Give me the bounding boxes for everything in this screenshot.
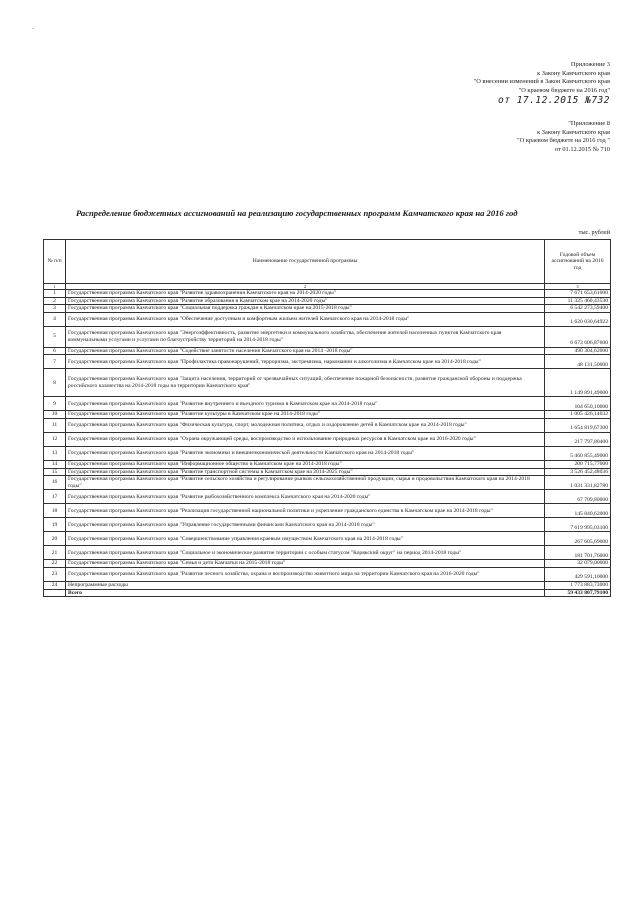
row-number: 15 xyxy=(44,468,66,476)
table-row xyxy=(44,518,611,532)
appendix-8-line: "Приложение 8 xyxy=(568,120,610,127)
allocation-value: 1 005 426,14032 xyxy=(545,411,611,419)
program-name: Государственная программа Камчатского края "Физическая культура, спорт, молодежная политика, отдых и оздоровление детей в Камчатском крае на 2014-2018 годы" xyxy=(66,418,545,432)
program-name: Государственная программа Камчатского края "Развитие культуры в Камчатском крае на 2014-2018 годы" xyxy=(66,411,545,419)
table-row xyxy=(44,532,611,546)
allocation-value: 145 840,62000 xyxy=(545,504,611,518)
row-number: 24 xyxy=(44,581,66,589)
row-number: 22 xyxy=(44,560,66,568)
allocation-value: 1 654 819,67300 xyxy=(545,418,611,432)
appendix-3-line: к Закону Камчатского края xyxy=(537,69,610,77)
table-row xyxy=(44,468,611,476)
table-row xyxy=(44,490,611,504)
appendix-8-header xyxy=(517,120,610,154)
table-row xyxy=(44,397,611,411)
program-name: Государственная программа Камчатского края "Профилактика правонарушений, терроризма, экстремизма, наркомании и алкоголизма в Камчатском крае на 2014-2018 годы" xyxy=(66,355,545,369)
table-row xyxy=(44,560,611,568)
program-name: Государственная программа Камчатского края "Развитие внутреннего и въездного туризма в Камчатском крае на 2014-2018 годы" xyxy=(66,397,545,411)
row-number: 16 xyxy=(44,476,66,490)
program-name: Государственная программа Камчатского края "Развитие образования в Камчатском крае на 2014-2020 годы" xyxy=(66,297,545,305)
row-number: 17 xyxy=(44,490,66,504)
program-name: Непрограммные расходы xyxy=(66,581,545,589)
allocation-value: 1 773 883,73000 xyxy=(545,581,611,589)
header-num: № п/п xyxy=(44,240,66,284)
table-row xyxy=(44,347,611,355)
allocation-value: 429 591,10000 xyxy=(545,567,611,581)
table-row xyxy=(44,581,611,589)
program-name: Государственная программа Камчатского края "Развитие экономики и внешнеэкономической деятельности Камчатского края на 2014-2018 годы" xyxy=(66,446,545,460)
table-row xyxy=(44,504,611,518)
table-row xyxy=(44,355,611,369)
appendix-8-line: от 01.12.2015 № 710 xyxy=(554,145,610,153)
row-number: 23 xyxy=(44,567,66,581)
program-name: Государственная программа Камчатского края "Информационное общество в Камчатском крае на 2014-2018 годы" xyxy=(66,460,545,468)
allocation-value: 217 797,80400 xyxy=(545,432,611,446)
allocation-value: 490 304,62000 xyxy=(545,347,611,355)
table-header-row xyxy=(44,240,611,284)
allocation-value: 5 460 855,49000 xyxy=(545,446,611,460)
row-number: 20 xyxy=(44,532,66,546)
allocation-value: 11 325 460,43530 xyxy=(545,297,611,305)
row-number: 5 xyxy=(44,326,66,347)
allocation-value: 7 671 653,61000 xyxy=(545,290,611,298)
appendix-8-line: к Закону Камчатского края xyxy=(537,128,610,136)
total-label: Всего xyxy=(66,589,545,597)
row-number: 13 xyxy=(44,446,66,460)
document-title: Распределение бюджетных ассигнований на реализацию государственных программ Камчатского края на 2016 год xyxy=(76,208,518,218)
program-name: Государственная программа Камчатского края "Совершенствование управления краевым имуществом Камчатского края на 2014-2018 годы" xyxy=(66,532,545,546)
appendix-3-line: "О краевом бюджете на 2016 год" xyxy=(518,86,610,94)
allocation-value: 6 673 606,87600 xyxy=(545,326,611,347)
header-value: Годовой объем ассигнований на 2016 год xyxy=(545,240,611,284)
allocation-value: 181 701,76000 xyxy=(545,546,611,560)
program-name: Государственная программа Камчатского края "Социальное и экономическое развитие территории с особым статусом "Корякский округ" на период 2014-2018 годы" xyxy=(66,546,545,560)
program-name: Государственная программа Камчатского края "Развитие рыбохозяйственного комплекса Камчатского края на 2014-2020 годы" xyxy=(66,490,545,504)
appendix-3-line: Приложение 3 xyxy=(570,61,610,68)
allocation-value: 1 149 891,49000 xyxy=(545,369,611,397)
allocation-value: 6 542 273,59400 xyxy=(545,305,611,313)
table-row xyxy=(44,446,611,460)
allocation-value: 3 526 452,48036 xyxy=(545,468,611,476)
allocation-value: 48 131,50000 xyxy=(545,355,611,369)
row-number: 3 xyxy=(44,305,66,313)
table-row xyxy=(44,476,611,490)
program-name: Государственная программа Камчатского края "Социальная поддержка граждан в Камчатском крае на 2015-2018 годы" xyxy=(66,305,545,313)
allocation-value: 104 650,10000 xyxy=(545,397,611,411)
corner-mark: - xyxy=(32,26,34,32)
row-number: 11 xyxy=(44,418,66,432)
table-row xyxy=(44,326,611,347)
row-number: 21 xyxy=(44,546,66,560)
program-name: Государственная программа Камчатского края "Управление государственными финансами Камчатского края на 2014-2018 годы" xyxy=(66,518,545,532)
allocation-value: 200 715,77000 xyxy=(545,460,611,468)
row-number: 6 xyxy=(44,347,66,355)
table-row xyxy=(44,290,611,298)
row-number: 18 xyxy=(44,504,66,518)
program-name: Государственная программа Камчатского края "Защита населения, территорий от чрезвычайных ситуаций, обеспечение пожарной безопасности, развитие гражданской обороны и поддержка российского казачества на 2014-2018 годы на территории Камчатского края" xyxy=(66,369,545,397)
row-number: 8 xyxy=(44,369,66,397)
header-name: Наименование государственной программы xyxy=(66,240,545,284)
table-row xyxy=(44,567,611,581)
row-number: 2 xyxy=(44,297,66,305)
row-number: 12 xyxy=(44,432,66,446)
allocation-value: 267 605,69000 xyxy=(545,532,611,546)
program-name: Государственная программа Камчатского края "Семья и дети Камчатки на 2015-2018 годы" xyxy=(66,560,545,568)
table-row xyxy=(44,411,611,419)
table-row xyxy=(44,305,611,313)
column-number: 2 xyxy=(66,284,545,290)
units-label: тыс. рублей xyxy=(578,229,610,236)
handwritten-date-number: от 17.12.2015 №732 xyxy=(498,95,610,107)
column-number: 1 xyxy=(44,284,66,290)
allocation-value: 1 031 331,82780 xyxy=(545,476,611,490)
appendix-3-line: "О внесении изменений в Закон Камчатского края xyxy=(473,78,610,86)
table-row xyxy=(44,460,611,468)
allocation-value: 32 079,00000 xyxy=(545,560,611,568)
table-row xyxy=(44,369,611,397)
table-row xyxy=(44,297,611,305)
allocation-value: 7 619 995,03100 xyxy=(545,518,611,532)
row-number: 1 xyxy=(44,290,66,298)
row-number: 9 xyxy=(44,397,66,411)
total-value: 59 433 807,79100 xyxy=(545,589,611,597)
appendix-8-line: "О краевом бюджете на 2016 год " xyxy=(517,137,610,145)
row-number: 19 xyxy=(44,518,66,532)
program-name: Государственная программа Камчатского края "Реализация государственной национальной политики и укрепление гражданского единства в Камчатском крае на 2014-2018 годы" xyxy=(66,504,545,518)
total-row xyxy=(44,589,611,597)
table-row xyxy=(44,418,611,432)
program-name: Государственная программа Камчатского края "Охрана окружающей среды, воспроизводство и использование природных ресурсов в Камчатском крае на 2016-2020 годы" xyxy=(66,432,545,446)
budget-table xyxy=(43,239,611,597)
program-name: Государственная программа Камчатского края "Развитие транспортной системы в Камчатском крае на 2014-2025 годы" xyxy=(66,468,545,476)
table-row xyxy=(44,546,611,560)
program-name: Государственная программа Камчатского края "Развитие сельского хозяйства и регулирование рынков сельскохозяйственной продукции, сырья и продовольствия Камчатского края на 2014-2018 годы" xyxy=(66,476,545,490)
appendix-3-header xyxy=(474,61,610,106)
program-name: Государственная программа Камчатского края "Энергоэффективность, развитие энергетики и коммунального хозяйства, обеспечение жителей населенных пунктов Камчатского края коммунальными услугами и услугами по благоустройству территорий на 2014-2018 годы" xyxy=(66,326,545,347)
program-name: Государственная программа Камчатского края "Развитие здравоохранения Камчатского края на 2014-2020 годы" xyxy=(66,290,545,298)
program-name: Государственная программа Камчатского края "Развитие лесного хозяйства, охрана и воспроизводство животного мира на территории Камчатского края на 2016-2020 годы" xyxy=(66,567,545,581)
row-number: 4 xyxy=(44,312,66,326)
row-number: 10 xyxy=(44,411,66,419)
allocation-value: 1 620 030,64922 xyxy=(545,312,611,326)
program-name: Государственная программа Камчатского края "Обеспечение доступным и комфортным жильем жителей Камчатского края на 2014-2018 годы" xyxy=(66,312,545,326)
table-row xyxy=(44,312,611,326)
row-number: 7 xyxy=(44,355,66,369)
column-number: 3 xyxy=(545,284,611,290)
allocation-value: 67 709,80000 xyxy=(545,490,611,504)
total-empty-cell xyxy=(44,589,66,597)
row-number: 14 xyxy=(44,460,66,468)
program-name: Государственная программа Камчатского края "Содействие занятости населения Камчатского края на 2014 -2018 годы" xyxy=(66,347,545,355)
table-row xyxy=(44,432,611,446)
